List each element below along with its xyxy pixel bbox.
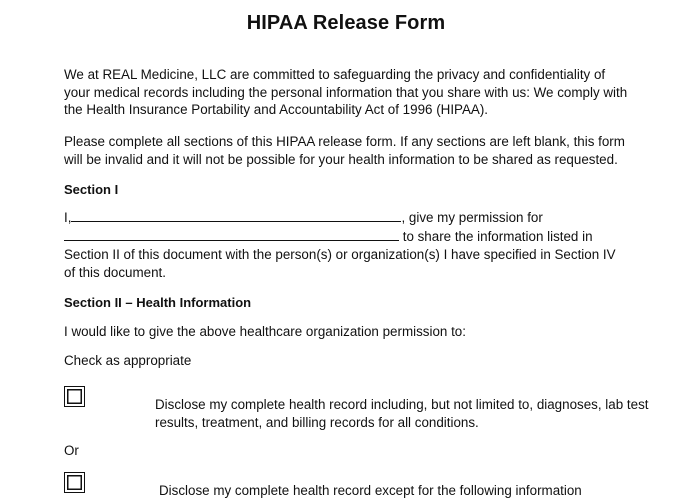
section-1-line-1: [64, 209, 543, 227]
section-1-line-2: [64, 228, 593, 246]
patient-name-blank[interactable]: [71, 209, 401, 222]
permission-intro-text: I would like to give the above healthcare organization permission to:: [64, 324, 466, 339]
healthcare-provider-blank[interactable]: [64, 228, 399, 241]
option-2-checkbox[interactable]: [64, 472, 85, 493]
section-1-line-4: of this document.: [64, 265, 166, 280]
intro-paragraph-1: We at REAL Medicine, LLC are committed to safeguarding the privacy and confidentiality of your medical records including the personal information that you share with us: We comply with the Health Insurance Portability and Accountability Act of 1996 (HIPAA).: [64, 67, 628, 117]
section-2-heading: Section II – Health Information: [64, 295, 252, 310]
section-1-line-3: Section II of this document with the person(s) or organization(s) I have specified in Section IV: [64, 247, 616, 262]
option-1-text: Disclose my complete health record including, but not limited to, diagnoses, lab test results, treatment, and billing records for all conditions.: [155, 397, 649, 430]
option-1-checkbox[interactable]: [64, 386, 85, 407]
share-text: to share the information listed in: [399, 229, 593, 244]
check-instruction: Check as appropriate: [64, 353, 192, 368]
name-prefix: I,: [64, 210, 72, 225]
or-label: Or: [64, 443, 79, 458]
option-2-text: Disclose my complete health record except for the following information: [159, 483, 582, 498]
intro-paragraph-2: Please complete all sections of this HIPAA release form. If any sections are left blank, this form will be invalid and it will not be possible for your health information to be shared as requested.: [64, 134, 625, 167]
form-title: HIPAA Release Form: [246, 12, 446, 34]
permission-text: , give my permission for: [401, 210, 543, 225]
section-1-heading: Section I: [64, 182, 119, 197]
